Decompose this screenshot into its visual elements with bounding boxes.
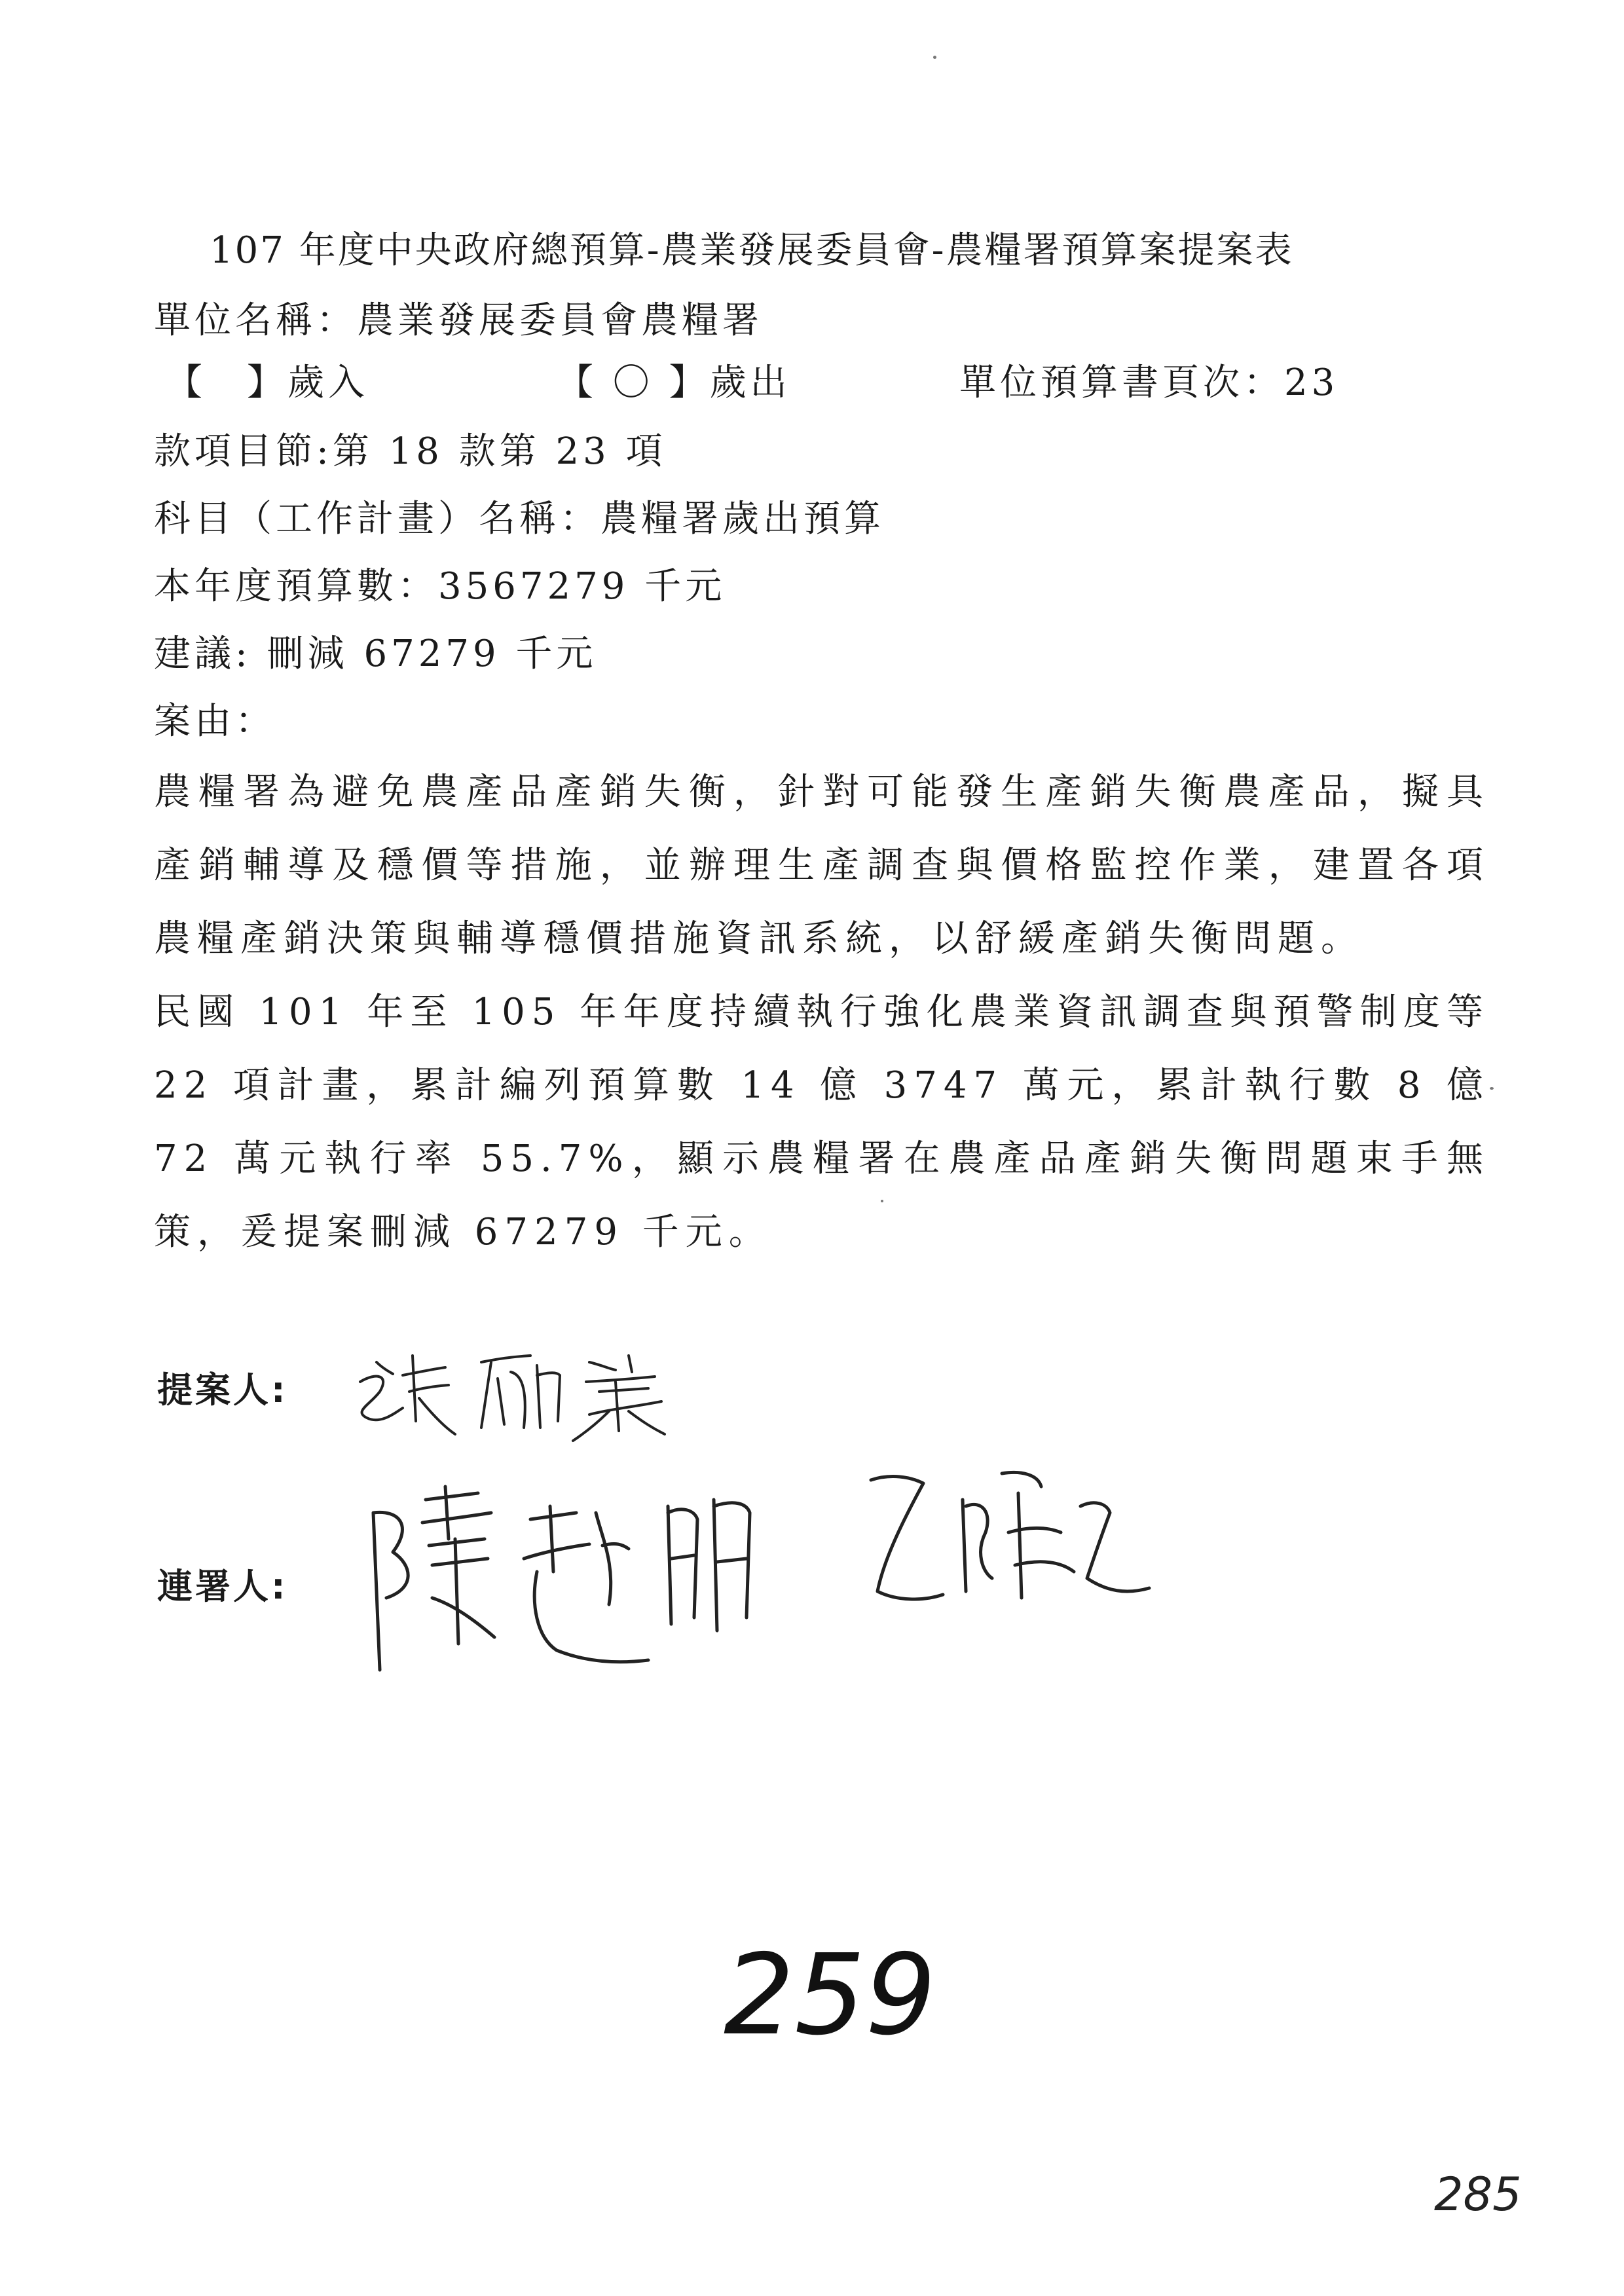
- revenue-expenditure-row: [154, 354, 1398, 406]
- subject-line: 科目（工作計畫）名稱：農糧署歲出預算: [154, 498, 885, 540]
- cosigner-signature-2: [851, 1460, 1166, 1637]
- scan-speck: [1490, 1087, 1494, 1090]
- unit-name-line: 單位名稱：農業發展委員會農糧署: [154, 299, 763, 342]
- main-page-number: [717, 1925, 936, 2063]
- reason-paragraph-1: 農糧署為避免農產品產銷失衡，針對可能發生產銷失衡農產品，擬具產銷輔導及穩價等措施，並辦理生產調查與價格監控作業，建置各項農糧產銷決策與輔導穩價措施資訊系統，以舒緩產銷失衡問題。: [154, 771, 1490, 960]
- suggestion-line: 建議: 刪減 67279 千元: [154, 633, 597, 675]
- section-line: 款項目節:第 18 款第 23 項: [154, 430, 667, 473]
- document-title: 107 年度中央政府總預算-農業發展委員會-農糧署預算案提案表: [210, 229, 1294, 272]
- svg-text:285: 285: [1434, 2168, 1522, 2221]
- corner-page-number: [1431, 2161, 1542, 2227]
- cosigner-signature-1: [341, 1473, 786, 1696]
- svg-text:259: 259: [724, 1931, 936, 2060]
- budget-page-label: 單位預算書頁次：23: [959, 361, 1339, 404]
- cosigner-label: 連署人:: [157, 1566, 288, 1607]
- revenue-checkbox-label: 【 】歲入: [166, 361, 369, 404]
- expenditure-checkbox-label: 【 〇 】歲出: [557, 361, 791, 404]
- budget-amount-line: 本年度預算數：3567279 千元: [154, 565, 726, 608]
- reason-paragraph-2: 民國 101 年至 105 年年度持續執行強化農業資訊調查與預警制度等 22 項計畫，累計編列預算數 14 億 3747 萬元，累計執行數 8 億 72 萬元執行率 55.7%，顯示農糧署在農產品產銷失衡問題束手無策，爰提案刪減 67279 千元。: [154, 991, 1490, 1253]
- scan-speck: [933, 56, 936, 59]
- reason-label: 案由：: [154, 700, 276, 743]
- proposer-signature: [341, 1336, 707, 1447]
- proposer-label: 提案人:: [157, 1369, 288, 1411]
